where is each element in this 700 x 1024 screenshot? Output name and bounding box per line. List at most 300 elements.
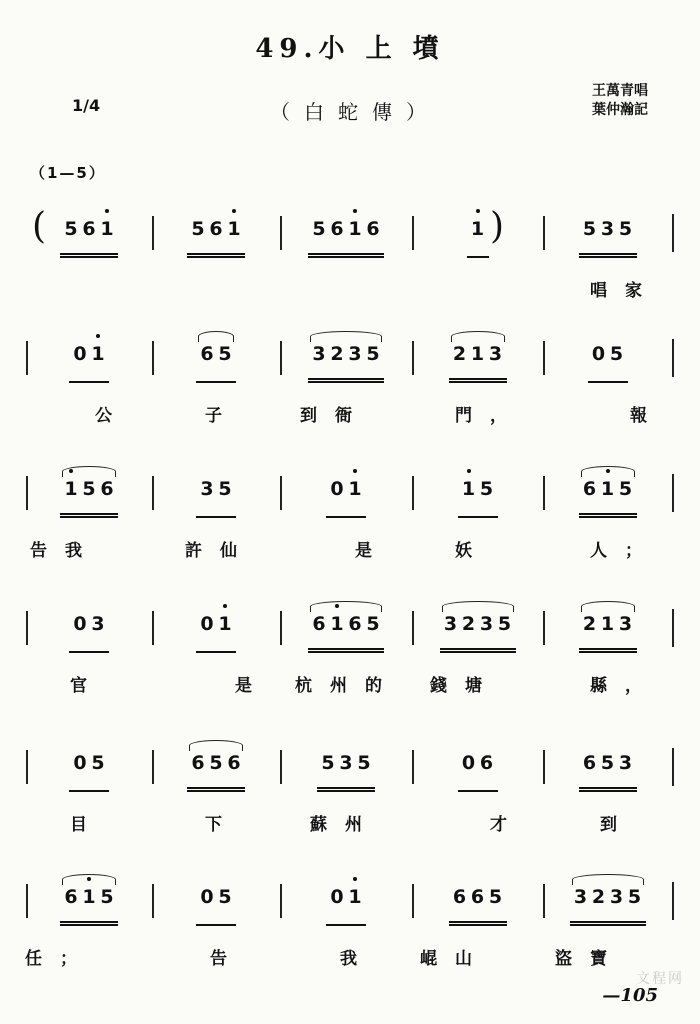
note-digit: 5 <box>64 218 78 240</box>
lyric-text: 我 <box>340 949 357 969</box>
bar-line <box>672 748 674 786</box>
note-digit: 6 <box>348 613 362 635</box>
credits <box>592 82 648 120</box>
lyric-text: 妖 <box>455 541 472 561</box>
note-digit: 5 <box>609 343 624 365</box>
note-digit: 6 <box>366 218 380 240</box>
bar-line <box>672 474 674 512</box>
note <box>329 218 345 253</box>
lyric-text: 蘇州 <box>310 815 380 835</box>
beam-group <box>579 752 637 792</box>
note-digit: 0 <box>200 886 214 908</box>
note <box>627 886 643 921</box>
note-digit: 5 <box>209 752 223 774</box>
note-digit: 6 <box>582 752 597 774</box>
score-line <box>0 343 700 453</box>
note <box>365 613 381 648</box>
note <box>600 752 616 787</box>
repeat-close-paren: ) <box>490 206 505 247</box>
note <box>347 886 363 924</box>
note <box>329 886 345 924</box>
lyric-text: 下 <box>205 815 222 835</box>
note <box>347 478 363 516</box>
note-digit: 6 <box>82 218 96 240</box>
note <box>600 218 616 253</box>
note <box>573 886 589 921</box>
beam-group <box>579 478 637 518</box>
note <box>452 343 468 378</box>
note-digit: 2 <box>461 613 476 635</box>
note <box>600 613 616 648</box>
note-digit: 5 <box>479 478 494 500</box>
lyric-text: 門， <box>455 406 525 426</box>
beam-group <box>196 343 236 383</box>
slur <box>581 466 635 477</box>
transcriber-credit: 葉仲瀚記 <box>592 102 648 118</box>
score-line <box>0 752 700 862</box>
note <box>217 613 233 651</box>
bar-line <box>412 884 414 918</box>
bar-line <box>543 750 545 784</box>
beam-group <box>440 613 516 653</box>
high-octave-dot <box>476 209 480 213</box>
note <box>365 218 381 253</box>
note <box>311 218 327 253</box>
note-digit: 0 <box>73 343 87 365</box>
bar-line <box>280 216 282 250</box>
bar-line <box>152 216 154 250</box>
note <box>99 478 115 513</box>
note <box>618 613 634 648</box>
note <box>582 613 598 648</box>
beam-group <box>308 613 384 653</box>
measure <box>420 752 535 792</box>
note-digit: 5 <box>582 218 597 240</box>
note-digit: 2 <box>582 613 597 635</box>
lyric-text: 才 <box>490 815 507 835</box>
beam-group <box>467 218 489 258</box>
note-digit: 6 <box>330 218 344 240</box>
note <box>618 218 634 253</box>
bar-line <box>26 476 28 510</box>
bar-line <box>672 214 674 252</box>
bar-line <box>412 750 414 784</box>
bar-line <box>543 884 545 918</box>
measure <box>420 886 535 926</box>
measure <box>34 886 144 926</box>
note <box>338 752 354 787</box>
beam-group <box>60 218 118 258</box>
beam-group <box>196 478 236 518</box>
measure <box>551 343 664 383</box>
note-digit: 5 <box>218 343 232 365</box>
note-digit: 0 <box>73 613 87 635</box>
lyric-text: 縣， <box>590 676 660 696</box>
opera-subtitle: （白蛇傳） <box>270 100 440 124</box>
measure <box>160 343 272 383</box>
note-digit: 6 <box>191 752 205 774</box>
beam-group <box>326 478 366 518</box>
note <box>347 613 363 648</box>
note-digit: 1 <box>218 613 232 635</box>
note <box>81 886 97 921</box>
note-digit: 1 <box>470 218 485 240</box>
lyric-text: 是 <box>355 541 372 561</box>
note-digit: 5 <box>218 886 232 908</box>
measure <box>288 478 404 518</box>
high-octave-dot <box>353 877 357 881</box>
note-digit: 3 <box>609 886 624 908</box>
beam-group <box>458 752 498 792</box>
note <box>311 343 327 378</box>
high-octave-dot <box>105 209 109 213</box>
page-number: —105 <box>602 985 658 1006</box>
slur <box>442 601 514 612</box>
note-digit: 1 <box>227 218 241 240</box>
note <box>609 886 625 921</box>
beam-group <box>69 752 109 792</box>
note <box>90 343 106 381</box>
note <box>217 886 233 924</box>
note-digit: 5 <box>366 343 380 365</box>
slur <box>451 331 505 342</box>
bar-line <box>26 884 28 918</box>
bar-line <box>412 341 414 375</box>
note <box>208 752 224 787</box>
note-digit: 2 <box>330 343 344 365</box>
note-digit: 5 <box>488 886 503 908</box>
bar-line <box>152 341 154 375</box>
measure <box>34 343 144 383</box>
high-octave-dot <box>96 334 100 338</box>
bar-line <box>280 750 282 784</box>
beam-group <box>326 886 366 926</box>
note-digit: 5 <box>366 613 380 635</box>
lyric-text: 目 <box>70 815 87 835</box>
singer-credit: 王萬青唱 <box>592 83 648 99</box>
note-digit: 1 <box>348 886 362 908</box>
slur <box>189 740 243 751</box>
high-octave-dot <box>232 209 236 213</box>
note <box>190 218 206 253</box>
note <box>72 613 88 651</box>
note <box>199 478 215 516</box>
bar-line <box>152 611 154 645</box>
score-line <box>0 206 700 328</box>
note <box>461 478 477 516</box>
lyric-text: 告 <box>210 949 227 969</box>
note <box>488 343 504 378</box>
bar-line <box>412 611 414 645</box>
beam-group <box>187 752 245 792</box>
note <box>90 752 106 790</box>
note <box>479 613 495 648</box>
note-digit: 1 <box>91 343 105 365</box>
note-digit: 1 <box>64 478 78 500</box>
measure <box>288 886 404 926</box>
measure <box>420 343 535 383</box>
lyric-text: 報 <box>630 406 647 426</box>
note <box>600 478 616 513</box>
measure <box>420 478 535 518</box>
note-digit: 3 <box>600 218 615 240</box>
beam-group <box>187 218 245 258</box>
note-digit: 6 <box>582 478 597 500</box>
note <box>470 218 486 256</box>
measure <box>288 218 404 258</box>
note-digit: 6 <box>227 752 241 774</box>
measure <box>160 478 272 518</box>
measure <box>551 478 664 518</box>
bar-line <box>152 884 154 918</box>
measure <box>288 613 404 653</box>
note <box>199 343 215 381</box>
note <box>329 613 345 648</box>
note-digit: 6 <box>209 218 223 240</box>
beam-group <box>579 613 637 653</box>
note <box>356 752 372 787</box>
measure <box>34 218 144 258</box>
lyric-text: 官 <box>70 676 87 696</box>
high-octave-dot <box>467 469 471 473</box>
measure <box>551 613 664 653</box>
note-digit: 5 <box>91 752 105 774</box>
note <box>609 343 625 381</box>
note-digit: 6 <box>452 886 467 908</box>
slur <box>62 874 116 885</box>
note-digit: 5 <box>191 218 205 240</box>
note <box>461 752 477 790</box>
slur <box>198 331 234 342</box>
note-digit: 0 <box>461 752 476 774</box>
bar-line <box>26 750 28 784</box>
note-digit: 3 <box>618 752 633 774</box>
bar-line <box>672 339 674 377</box>
note-digit: 0 <box>200 613 214 635</box>
note-digit: 1 <box>348 478 362 500</box>
score-line <box>0 478 700 588</box>
beam-group <box>317 752 375 792</box>
bar-line <box>280 884 282 918</box>
lyric-text: 是 <box>235 676 252 696</box>
high-octave-dot <box>223 604 227 608</box>
note <box>72 752 88 790</box>
slur <box>62 466 116 477</box>
bar-line <box>152 476 154 510</box>
note-digit: 3 <box>200 478 214 500</box>
note <box>99 218 115 253</box>
measure <box>160 752 272 792</box>
measure <box>160 886 272 926</box>
beam-group <box>308 343 384 383</box>
note <box>226 218 242 253</box>
note <box>190 752 206 787</box>
note-digit: 1 <box>330 613 344 635</box>
note <box>72 343 88 381</box>
measure <box>551 752 664 792</box>
beam-group <box>458 478 498 518</box>
note-digit: 5 <box>312 218 326 240</box>
note <box>226 752 242 787</box>
measure <box>288 752 404 792</box>
note <box>591 886 607 921</box>
note <box>347 343 363 378</box>
note <box>329 343 345 378</box>
note-digit: 1 <box>600 613 615 635</box>
note <box>497 613 513 648</box>
note <box>99 886 115 921</box>
beam-group <box>60 478 118 518</box>
lyric-text: 杭州的 <box>295 676 400 696</box>
lyric-text: 任； <box>25 949 95 969</box>
slur <box>572 874 644 885</box>
measure <box>160 613 272 653</box>
note-digit: 3 <box>348 343 362 365</box>
bar-line <box>280 611 282 645</box>
measure <box>34 752 144 792</box>
bar-line <box>543 476 545 510</box>
bar-line <box>412 216 414 250</box>
note-digit: 6 <box>479 752 494 774</box>
note-digit: 1 <box>348 218 362 240</box>
page-title: 49.小 上 墳 <box>255 34 445 64</box>
note-digit: 6 <box>470 886 485 908</box>
lyric-text: 崐山 <box>420 949 490 969</box>
note-digit: 2 <box>591 886 606 908</box>
note <box>63 478 79 513</box>
note-digit: 5 <box>618 218 633 240</box>
slur <box>310 601 382 612</box>
note <box>81 478 97 513</box>
note-digit: 1 <box>470 343 485 365</box>
note <box>311 613 327 648</box>
beam-group <box>196 613 236 653</box>
note-digit: 1 <box>600 478 615 500</box>
note-digit: 3 <box>443 613 458 635</box>
note-digit: 3 <box>618 613 633 635</box>
note <box>618 752 634 787</box>
note-digit: 1 <box>100 218 114 240</box>
bar-line <box>280 341 282 375</box>
bar-line <box>412 476 414 510</box>
note-digit: 6 <box>200 343 214 365</box>
lyric-text: 人； <box>590 541 660 561</box>
note <box>217 343 233 381</box>
repeat-open-paren: ( <box>32 206 47 247</box>
note <box>470 343 486 378</box>
lyric-text: 子 <box>205 406 222 426</box>
note-digit: 6 <box>100 478 114 500</box>
note-digit: 5 <box>218 478 232 500</box>
score-line <box>0 613 700 723</box>
bar-line <box>543 611 545 645</box>
note <box>63 218 79 253</box>
bar-line <box>152 750 154 784</box>
beam-group <box>308 218 384 258</box>
beam-group <box>60 886 118 926</box>
note <box>81 218 97 253</box>
high-octave-dot <box>353 209 357 213</box>
beam-group <box>449 343 507 383</box>
note <box>443 613 459 648</box>
note-digit: 0 <box>330 886 344 908</box>
measure <box>288 343 404 383</box>
measure <box>34 478 144 518</box>
note <box>618 478 634 513</box>
measure <box>551 886 664 926</box>
note-digit: 3 <box>91 613 105 635</box>
note-digit: 1 <box>82 886 96 908</box>
note <box>199 886 215 924</box>
note <box>365 343 381 378</box>
bar-line <box>26 611 28 645</box>
note-digit: 5 <box>618 478 633 500</box>
note <box>208 218 224 253</box>
lyric-text: 告我 <box>30 541 100 561</box>
note <box>452 886 468 921</box>
note <box>479 478 495 516</box>
beam-group <box>570 886 646 926</box>
note-digit: 1 <box>461 478 476 500</box>
note <box>591 343 607 381</box>
note <box>582 218 598 253</box>
bar-line <box>280 476 282 510</box>
note-digit: 3 <box>479 613 494 635</box>
note <box>329 478 345 516</box>
note-digit: 5 <box>321 752 335 774</box>
high-octave-dot <box>353 469 357 473</box>
beam-group <box>69 343 109 383</box>
note <box>199 613 215 651</box>
time-signature: 1/4 <box>72 96 101 115</box>
measure <box>420 613 535 653</box>
note-digit: 0 <box>330 478 344 500</box>
note <box>582 752 598 787</box>
bar-line <box>543 216 545 250</box>
note-digit: 5 <box>497 613 512 635</box>
watermark: 文程网 <box>636 971 684 987</box>
lyric-text: 公 <box>95 406 112 426</box>
note-digit: 5 <box>627 886 642 908</box>
bar-line <box>672 882 674 920</box>
note-digit: 3 <box>339 752 353 774</box>
note <box>479 752 495 790</box>
measure <box>34 613 144 653</box>
beam-group <box>449 886 507 926</box>
note-digit: 2 <box>452 343 467 365</box>
bar-line <box>543 341 545 375</box>
bar-line <box>672 609 674 647</box>
lyric-text: 到 <box>600 815 617 835</box>
intro-marker: （1—5） <box>30 164 106 182</box>
note <box>582 478 598 513</box>
slur <box>581 601 635 612</box>
lyric-text: 到衙 <box>300 406 370 426</box>
lyric-text: 盜寶 <box>555 949 625 969</box>
note-digit: 3 <box>573 886 588 908</box>
beam-group <box>579 218 637 258</box>
note <box>217 478 233 516</box>
note <box>90 613 106 651</box>
beam-group <box>196 886 236 926</box>
score-line <box>0 886 700 996</box>
note-digit: 6 <box>312 613 326 635</box>
note-digit: 3 <box>488 343 503 365</box>
note-digit: 5 <box>82 478 96 500</box>
note <box>63 886 79 921</box>
note-digit: 5 <box>357 752 371 774</box>
note-digit: 3 <box>312 343 326 365</box>
